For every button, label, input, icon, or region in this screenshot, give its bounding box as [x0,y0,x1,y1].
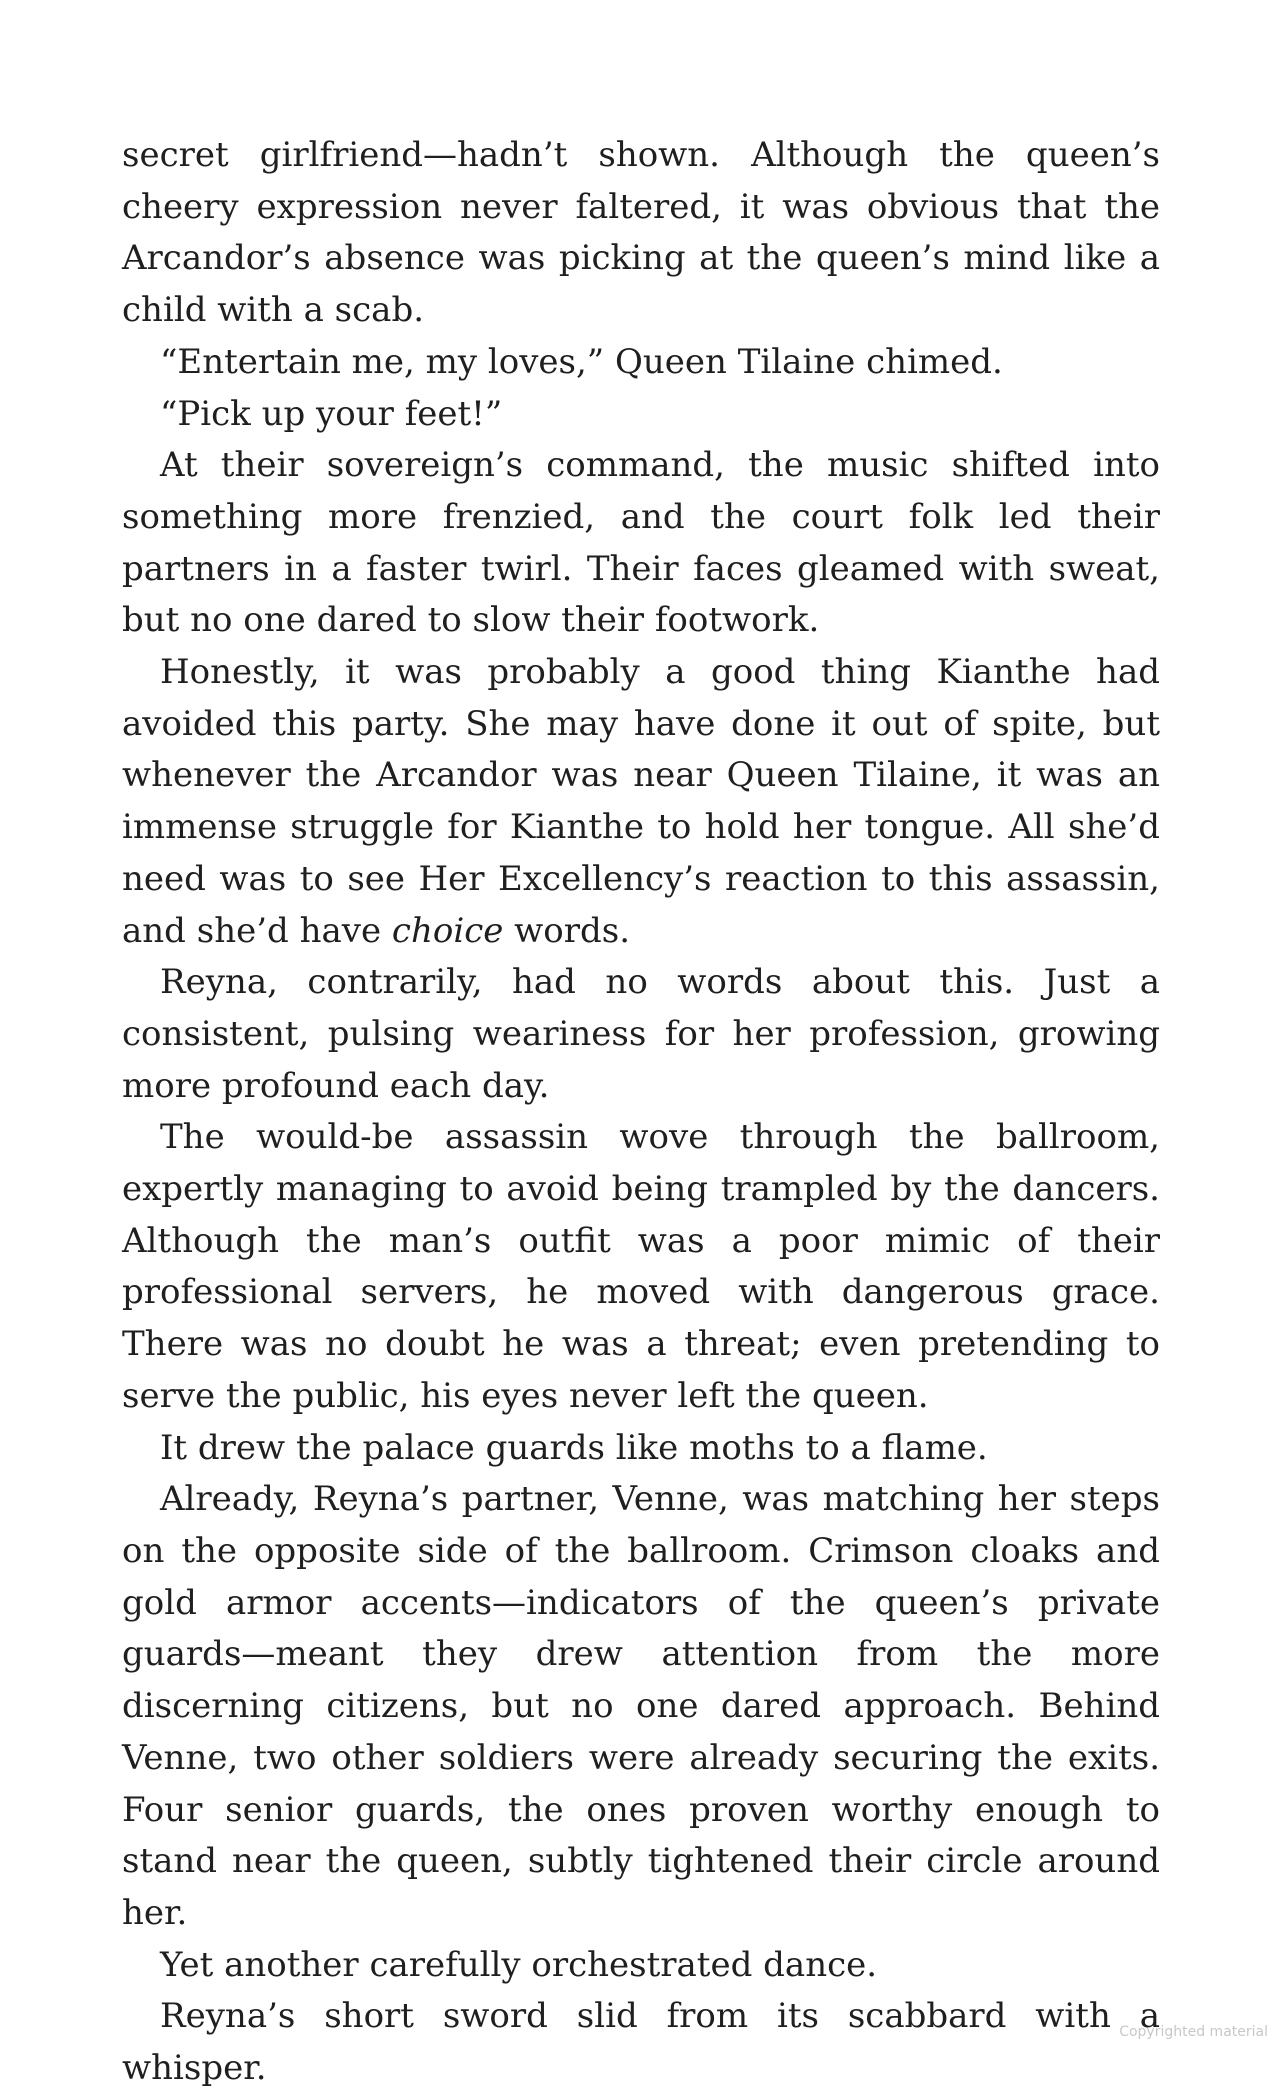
paragraph-text: Already, Reyna’s partner, Venne, was matching her steps on the opposite side of the ballroom. Crimson cloaks and gold armor accents—indicators of the queen’s private guards—meant they drew attention from the more discerning citizens, but no one dared approach. Behind Venne, two other soldiers were already securing the exits. Four senior guards, the ones proven worthy enough to stand near the queen, subtly tightened their circle around her. [122,1479,1160,1933]
paragraph-2 [122,337,1160,389]
paragraph-10 [122,1940,1160,1992]
paragraph-text: secret girlfriend—hadn’t shown. Although the queen’s cheery expression never faltered, it was obvious that the Arcandor’s absence was picking at the queen’s mind like a child with a scab. [122,135,1160,331]
paragraph-8 [122,1423,1160,1475]
paragraph-4 [122,440,1160,647]
paragraph-text: Reyna’s short sword slid from its scabbard with a whisper. [122,1996,1160,2089]
paragraph-text: “Entertain me, my loves,” Queen Tilaine chimed. [160,341,1003,382]
paragraph-3 [122,389,1160,441]
copyright-watermark: Copyrighted material [1119,2024,1268,2040]
paragraph-6 [122,957,1160,1112]
paragraph-1 [122,130,1160,337]
paragraph-text: At their sovereign’s command, the music shifted into something more frenzied, and the court folk led their partners in a faster twirl. Their faces gleamed with sweat, but no one dared to slow their footwork. [122,445,1160,641]
paragraph-text: words. [503,910,631,951]
paragraph-text: Yet another carefully orchestrated dance. [160,1944,878,1985]
paragraph-text: Honestly, it was probably a good thing Kianthe had avoided this party. She may have done it out of spite, but whenever the Arcandor was near Queen Tilaine, it was an immense struggle for Kianthe to hold her tongue. All she’d need was to see Her Excellency’s reaction to this assassin, and she’d have [122,652,1160,951]
paragraph-9 [122,1474,1160,1939]
italic-emphasis: choice [391,910,504,951]
paragraph-text: The would-be assassin wove through the ballroom, expertly managing to avoid being trampled by the dancers. Although the man’s outfit was a poor mimic of their professional servers, he moved with dangerous grace. There was no doubt he was a threat; even pretending to serve the public, his eyes never left the queen. [122,1117,1160,1416]
book-page-body [122,130,1160,2095]
paragraph-7 [122,1112,1160,1422]
paragraph-text: Reyna, contrarily, had no words about this. Just a consistent, pulsing weariness for her profession, growing more profound each day. [122,962,1160,1106]
paragraph-text: “Pick up your feet!” [160,393,503,434]
paragraph-11 [122,1991,1160,2094]
paragraph-text: It drew the palace guards like moths to a flame. [160,1427,988,1468]
paragraph-5 [122,647,1160,957]
